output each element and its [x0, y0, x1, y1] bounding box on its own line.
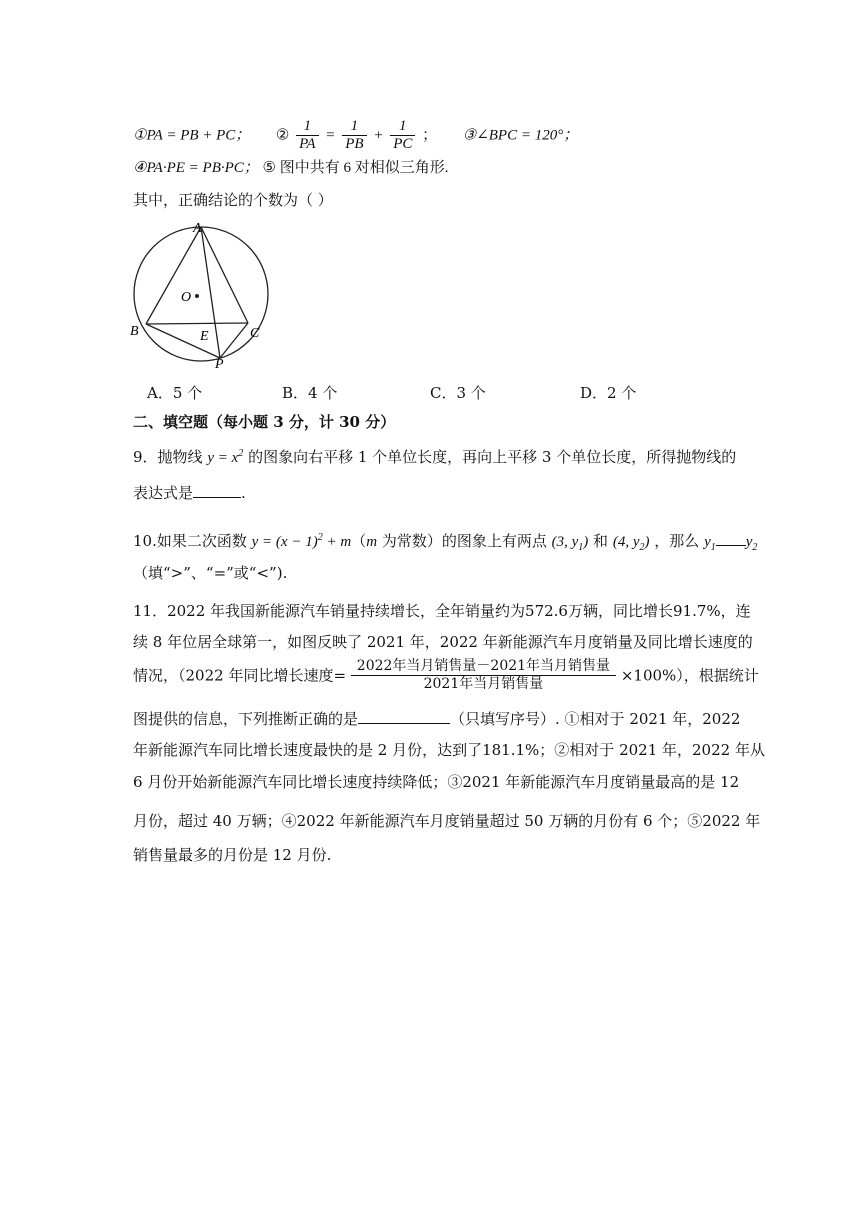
- total-sales-value: 572.6: [525, 602, 568, 620]
- q11-line8: 销售量最多的月份是 12 月份.: [133, 846, 332, 864]
- formula-denominator: 2021年当月销售量: [423, 676, 544, 692]
- q10-point1: (3, $y_1$): [551, 534, 589, 553]
- option-b[interactable]: B．4 个: [282, 384, 338, 402]
- growth-value: 91.7%: [673, 602, 721, 620]
- q8-line1: ①PA = PB + PC； ② $\frac{1}{PA}$ = $\frac{1}{PB}$ + $\frac{1}{PC}$ ； ③∠BPC = 120°；: [133, 118, 579, 152]
- q11-answer-blank[interactable]: [358, 709, 450, 724]
- q8-frac-pb: $\frac{1}{PB}$: [342, 118, 366, 153]
- q9-blank-prompt: 表达式是: [133, 484, 194, 502]
- q8-statement-4-line: [133, 158, 448, 178]
- label-a: A: [193, 221, 202, 236]
- q8-prompt: 其中，正确结论的个数为（ ）: [133, 191, 333, 209]
- q10-intro: 10.如果二次函数: [133, 532, 247, 550]
- label-o: O: [181, 290, 192, 305]
- growth-rate-formula: [351, 658, 616, 693]
- q10-function: $y = (x - 1)^2 + m$: [251, 532, 352, 550]
- option-a[interactable]: A．5 个: [147, 384, 203, 402]
- q9-line2: 表达式是 .: [133, 484, 246, 502]
- q10-answer-blank[interactable]: [716, 531, 746, 546]
- q9-formula: y: [207, 450, 214, 466]
- q10-line2: （填“>”、“=”或“<”).: [133, 564, 288, 582]
- option-c[interactable]: C．3 个: [430, 384, 486, 402]
- label-b: B: [130, 324, 139, 339]
- q11-line5: 年新能源汽车同比增长速度最快的是 2 月份，达到了181.1%；②相对于 2021 年，2022 年从: [133, 741, 765, 759]
- segment-ab: [146, 227, 201, 324]
- q11-line2: 续 8 年位居全球第一，如图反映了 2021 年，2022 年新能源汽车月度销量及同比增长速度的: [133, 633, 753, 651]
- formula-numerator: 2022年当月销售量－2021年当月销售量: [351, 658, 616, 676]
- q8-statement-3: ③∠BPC = 120°；: [462, 127, 579, 144]
- q11-line1: 11．2022 年我国新能源汽车销量持续增长，全年销量约为572.6万辆，同比增长91.7%，连: [133, 602, 751, 620]
- section-heading: 二、填空题（每小题 3 分，计 30 分）: [133, 413, 396, 431]
- q9-intro: 9．抛物线: [133, 448, 203, 466]
- label-p: P: [215, 357, 224, 370]
- q8-frac-pa: $\frac{1}{PA}$: [296, 118, 318, 153]
- q11-line4: 图提供的信息，下列推断正确的是 （只填写序号）. ①相对于 2021 年，2022: [133, 710, 741, 728]
- q8-statement-4: ④PA·PE = PB·PC；: [133, 160, 259, 176]
- q8-frac-pc: $\frac{1}{PC}$: [390, 118, 415, 153]
- label-e: E: [200, 329, 209, 344]
- center-dot: [195, 294, 199, 298]
- segment-bc: [146, 323, 248, 324]
- q11-line6: 6 月份开始新能源汽车同比增长速度持续降低；③2021 年新能源汽车月度销量最高的是 12: [133, 773, 740, 791]
- q10-line1: 10.如果二次函数 $y = (x - 1)^2 + m(m$ 为常数）的图象上有两点 (3, $y_1$) 和 (4, $y_2$) ，那么 $y_1$ $y_2$: [133, 532, 758, 553]
- option-d[interactable]: D．2 个: [580, 384, 637, 402]
- q8-statement-5: ⑤ 图中共有 6 对相似三角形.: [262, 160, 449, 176]
- q9-answer-blank[interactable]: [193, 483, 241, 498]
- q10-point2: (4, $y_2$): [612, 534, 650, 553]
- q9-text: 的图象向右平移 1 个单位长度，再向上平移 3 个单位长度，所得抛物线的: [248, 448, 737, 466]
- feb-growth-value: 181.1%: [482, 741, 540, 759]
- q9-line1: 9．抛物线 $y = x^2$ 的图象向右平移 1 个单位长度，再向上平移 3 个单位长度，所得抛物线的: [133, 448, 737, 466]
- q11-line3: 情况，（2022 年同比增长速度= $\frac{\text{2022年当月销售量－2021年当月销售量}}{\text{2021年当月销售量}}$ ×100%），根据统计: [133, 658, 759, 692]
- circle-triangle-figure: [127, 220, 277, 370]
- label-c: C: [250, 326, 260, 341]
- q8-statement-2-prefix: ②: [275, 125, 290, 144]
- q8-statement-1: ①PA = PB + PC；: [133, 127, 251, 144]
- segment-bp: [146, 324, 220, 358]
- q11-line7: 月份，超过 40 万辆；④2022 年新能源汽车月度销量超过 50 万辆的月份有 6 个；⑤2022 年: [133, 812, 761, 830]
- q10-text: 为常数）的图象上有两点: [381, 532, 547, 550]
